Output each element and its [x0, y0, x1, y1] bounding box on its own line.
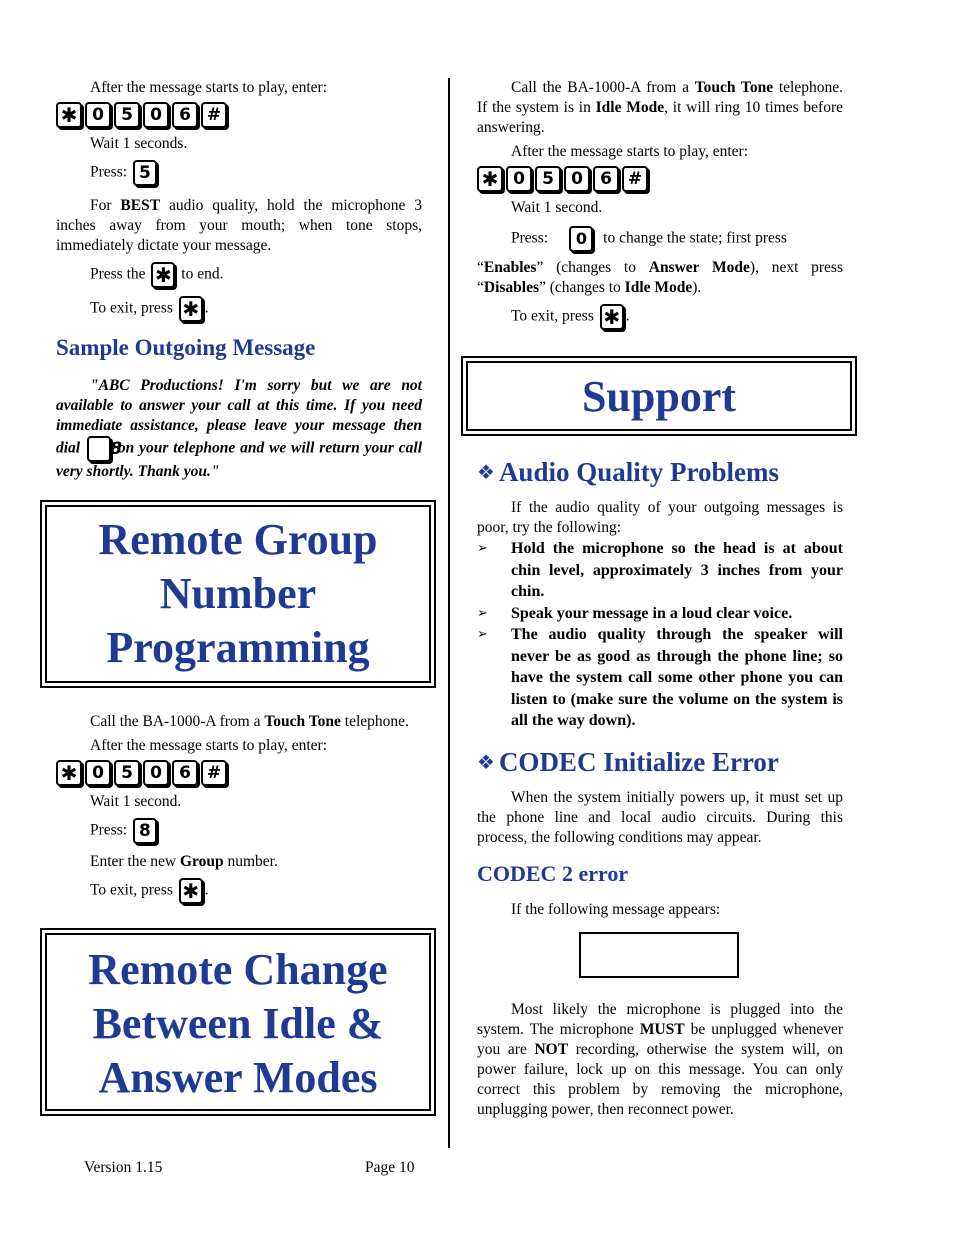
list-item: ➢ Speak your message in a loud clear voice. [477, 603, 843, 625]
arrow-bullet-icon: ➢ [477, 605, 488, 621]
key-hash-icon: # [201, 760, 227, 786]
left-column [56, 78, 422, 1116]
footer-version: Version 1.15 [84, 1159, 163, 1176]
key-5-icon: 5 [133, 160, 157, 186]
if-following-text: If the following message appears: [511, 900, 721, 918]
list-item: ➢ Hold the microphone so the head is at about chin level, approximately 3 inches from your chin. [477, 540, 843, 600]
key-0-icon: 0 [564, 166, 590, 192]
list-item: ➢ The audio quality through the speaker will never be as good as through the phone line; so have the system call some other phone you can listen to (make sure the volume on the system is all the way down). [477, 626, 843, 729]
section-title-box [40, 928, 436, 1116]
audio-quality-heading: ❖ Audio Quality Problems [477, 457, 779, 487]
key-hash-icon: # [201, 102, 227, 128]
key-0-icon: 0 [143, 102, 169, 128]
codec2-heading: CODEC 2 error [477, 860, 629, 886]
call-text: Call the BA-1000-A from a Touch Tone telephone. [90, 713, 409, 730]
section-title: Remote Change Between Idle & Answer Modes [45, 933, 431, 1111]
section-title: Support [466, 361, 852, 431]
instruction-text: After the message starts to play, enter: [90, 737, 328, 754]
sample-heading: Sample Outgoing Message [56, 335, 316, 360]
call-text: Call the BA-1000-A from a Touch Tone telephone. If the system is in Idle Mode, it will ring 10 times before answering. [477, 79, 844, 136]
key-star-icon: ✱ [56, 760, 82, 786]
right-column [477, 78, 843, 1120]
exit-line: To exit, press ✱ . [90, 297, 209, 321]
audio-intro-text: If the audio quality of your outgoing messages is poor, try the following: [477, 499, 843, 536]
key-star-icon: ✱ [179, 878, 203, 904]
codec-intro-text: When the system initially powers up, it must set up the phone line and local audio circuits. During this process, the following conditions may appear. [477, 788, 843, 846]
instruction-text: After the message starts to play, enter: [90, 79, 328, 96]
wait-text: Wait 1 second. [90, 793, 182, 810]
key-star-icon: ✱ [179, 296, 203, 322]
section-title: Remote Group Number Programming [45, 505, 431, 683]
enables-text: “Enables” (changes to Answer Mode), next press “Disables” (changes to Idle Mode). [477, 259, 843, 296]
footer-page-number: Page 10 [365, 1159, 415, 1176]
press-label: Press: [90, 163, 128, 181]
key-0-icon: 0 [143, 760, 169, 786]
diamond-bullet-icon: ❖ [477, 749, 495, 774]
key-sequence [477, 166, 843, 192]
key-star-icon: ✱ [151, 262, 175, 288]
key-star-icon: ✱ [600, 304, 624, 330]
microphone-text: Most likely the microphone is plugged into the system. The microphone MUST be unplugged whenever you are NOT recording, otherwise the system will, on power failure, lock up on this message. You can only correct this problem by removing the microphone, unplugging power, then reconnect power. [477, 1000, 843, 1118]
key-6-icon: 6 [593, 166, 619, 192]
press-line [56, 160, 422, 186]
key-5-icon: 5 [114, 102, 140, 128]
key-8-icon: 8 [133, 818, 157, 844]
sample-quote: "ABC Productions! I'm sorry but we are not available to answer your call at this time. If you need immediate assistance, please leave your message then dial 8 on your telephone and we will return your call very shortly. Thank you." [56, 377, 423, 480]
arrow-bullet-icon: ➢ [477, 541, 488, 556]
codec-heading: ❖ CODEC Initialize Error [477, 746, 779, 777]
wait-text: Wait 1 seconds. [90, 135, 188, 152]
instruction-text: After the message starts to play, enter: [511, 143, 749, 160]
display-message-box [579, 932, 739, 978]
diamond-bullet-icon: ❖ [477, 460, 495, 484]
key-0-icon: 0 [506, 166, 532, 192]
section-title-box [461, 356, 857, 436]
key-5-icon: 5 [535, 166, 561, 192]
press-line: Press: 8 [56, 818, 422, 844]
audio-tips-list [477, 538, 843, 732]
column-divider [448, 78, 450, 1148]
key-0-icon: 0 [85, 102, 111, 128]
key-8-icon: 8 [87, 436, 111, 462]
key-star-icon: ✱ [477, 166, 503, 192]
key-hash-icon: # [622, 166, 648, 192]
exit-line: To exit, press ✱ . [511, 305, 630, 329]
key-6-icon: 6 [172, 760, 198, 786]
best-quality-text: For BEST audio quality, hold the microphone 3 inches away from your mouth; when tone stops, immediately dictate your message. [56, 197, 422, 254]
enter-group-text: Enter the new Group number. [90, 853, 278, 870]
key-0-icon: 0 [85, 760, 111, 786]
press-zero-line: Press: 0 to change the state; first press [477, 226, 843, 252]
key-0-icon: 0 [569, 226, 593, 252]
press-the-line: Press the ✱ to end. [90, 263, 224, 287]
arrow-bullet-icon: ➢ [477, 627, 488, 642]
key-sequence [56, 760, 422, 786]
key-star-icon: ✱ [56, 102, 82, 128]
key-sequence [56, 102, 422, 128]
wait-text: Wait 1 second. [511, 199, 603, 216]
exit-line: To exit, press ✱ . [90, 879, 209, 903]
section-title-box [40, 500, 436, 688]
key-5-icon: 5 [114, 760, 140, 786]
key-6-icon: 6 [172, 102, 198, 128]
